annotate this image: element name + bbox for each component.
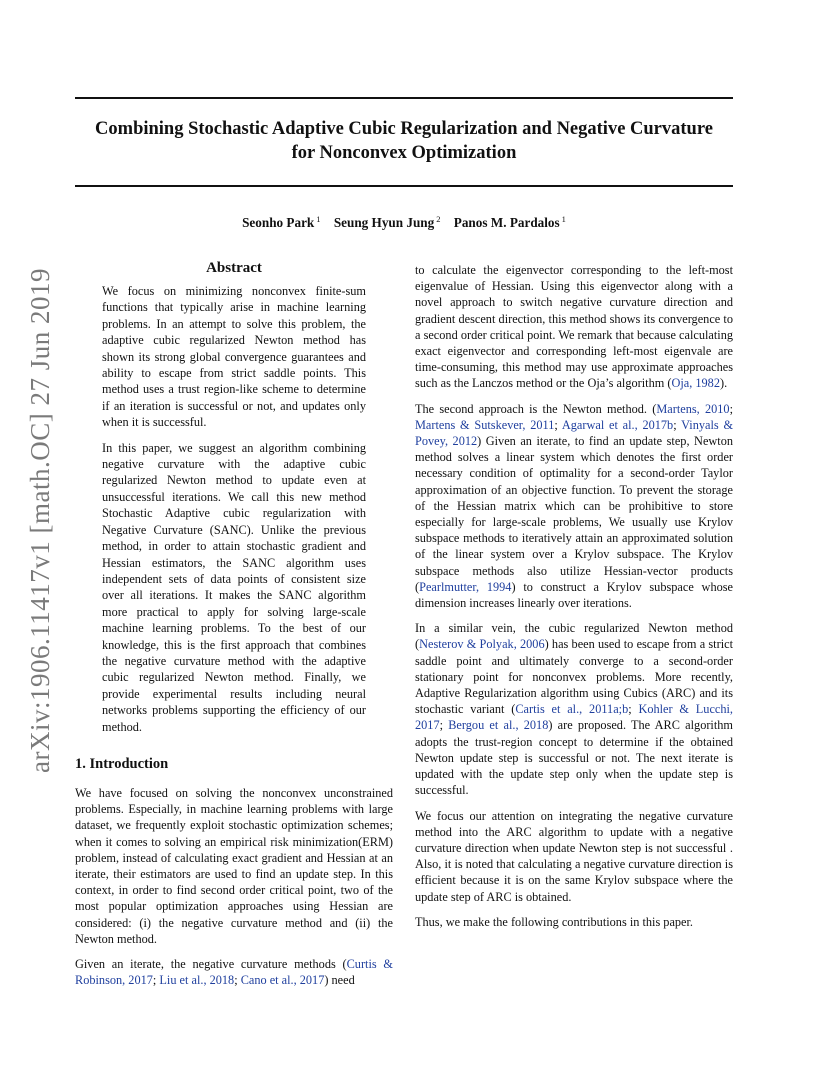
citation-link[interactable]: Cartis et al., 2011a;b [515,702,629,717]
citation-link[interactable]: Kohler & Lucchi, 2017 [415,702,733,733]
citation-link[interactable]: Cano et al., 2017 [240,973,325,988]
citation-link[interactable]: Agarwal et al., 2017b [561,417,674,432]
body-paragraph: The second approach is the Newton method. (Martens, 2010; Martens & Sutskever, 2011; Agarwal et al., 2017b; Vinyals & Povey, 2012) Given an iterate, to find an update step, Newton method solves a linear system which denotes the first order necessary condition of optimality for a second-order Taylor approximation of an objective function. To prevent the storage of the Hessian matrix which can be prohibitive to store especially for large-scale problems, We usually use Krylov subspace methods to iteratively attain an approximated solution of the linear system over a Krylov subspace. The Krylov subspace methods also utilize Hessian-vector products (Pearlmutter, 1994) to construct a Krylov subspace whose dimension increases linearly over iterations. [415,401,734,611]
body-paragraph: to calculate the eigenvector corresponding to the left-most eigenvalue of Hessian. Using this eigenvector along with a novel approach to switch negative curvature direction and gradient descent direction, this method shows its convergence to a second order critical point. We remark that because calculating exact eigenvector and corresponding left-most eigenvale are time-consuming, this method may use approximate approaches such as the Lanczos method or the Oja’s algorithm (Oja, 1982). [415,263,733,391]
left-column [75,260,393,997]
right-column [415,262,733,939]
author: Panos M. Pardalos $^1$ [453,214,566,230]
citation-link[interactable]: Nesterov & Polyak, 2006 [419,637,545,652]
author: Seung Hyun Jung $^2$ [333,214,441,230]
abstract-paragraph: We focus on minimizing nonconvex finite-sum functions that typically arise in machine learning problems. In an attempt to solve this problem, the adaptive cubic regularized Newton method has shown its strong global convergence guarantees and ability to escape from strict saddle points. This method uses a trust region-like scheme to determine if an iteration is successful or not, and updates only when it is successful. [102,284,366,430]
body-paragraph: Thus, we make the following contributions in this paper. [415,914,694,929]
citation-link[interactable]: Liu et al., 2018 [159,973,235,988]
title-line-1: Combining Stochastic Adaptive Cubic Regularization and Negative Curvature [95,119,713,139]
affiliation-mark: 1 [561,214,566,224]
paper-title [75,117,733,165]
title-rule-top [75,97,733,99]
section-heading: 1. Introduction [75,755,169,772]
body-paragraph: We have focused on solving the nonconvex unconstrained problems. Especially, in machine learning problems with large dataset, we frequently exploit stochastic optimization schemes; when it comes to solving an empirical risk minimization(ERM) problem, instead of calculating exact gradient and Hessian at an iterate, their estimators are used to find an update step. In this context, in order to find second order critical point, two of the most popular optimization approaches using Hessian are considered: (i) the negative curvature method and (ii) the Newton method. [75,785,393,946]
abstract-paragraph: In this paper, we suggest an algorithm combining negative curvature with the adaptive cubic regularized Newton method to update even at unsuccessful iterations. We call this new method Stochastic Adaptive cubic regularization with Negative Curvature (SANC). Unlike the previous method, in order to attain stochastic gradient and Hessian estimators, the SANC algorithm uses independent sets of data points of consistent size over all iterations. It makes the SANC algorithm more practical to apply for solving large-scale machine learning problems. To the best of our knowledge, this is the first approach that combines the negative curvature method with the adaptive cubic regularized Newton method. Finally, we provide experimental results including neural networks problems supporting the efficiency of our method. [102,440,366,734]
body-paragraph: We focus our attention on integrating the negative curvature method into the ARC algorithm to update with a negative curvature direction when update Newton step is not successful . Also, it is noted that calculating a negative curvature direction is efficient because it is on the same Krylov subspace where the update step of ARC is obtained. [415,808,733,904]
citation-link[interactable]: Curtis & Robinson, 2017 [75,957,393,988]
author: Seonho Park $^1$ [242,214,321,230]
title-line-2: for Nonconvex Optimization [291,143,517,163]
title-rule-bottom [75,185,733,187]
body-paragraph: Given an iterate, the negative curvature methods (Curtis & Robinson, 2017; Liu et al., 2018; Cano et al., 2017) need [75,957,393,988]
abstract-heading: Abstract [206,260,262,276]
author-list [75,214,733,231]
citation-link[interactable]: Martens & Sutskever, 2011 [415,417,555,432]
body-paragraph: In a similar vein, the cubic regularized Newton method (Nesterov & Polyak, 2006) has been used to escape from a strict saddle point and ultimately converge to a second-order stationary point for nonconvex problems. More recently, Adaptive Regularization algorithm using Cubics (ARC) and its stochastic variant (Cartis et al., 2011a;b; Kohler & Lucchi, 2017; Bergou et al., 2018) are proposed. The ARC algorithm adopts the trust-region concept to determine if the obtained Newton update step is successful or not. The next iterate is updated with the update step only when the update step is successful. [415,621,733,798]
arxiv-side-stamp: arXiv:1906.11417v1 [math.OC] 27 Jun 2019 [24,267,55,773]
citation-link[interactable]: Oja, 1982 [671,376,720,391]
abstract [75,260,393,735]
citation-link[interactable]: Pearlmutter, 1994 [419,579,512,594]
citation-link[interactable]: Vinyals & Povey, 2012 [415,417,734,449]
affiliation-mark: 1 [316,214,321,224]
affiliation-mark: 2 [436,214,441,224]
citation-link[interactable]: Martens, 2010 [656,401,730,416]
citation-link[interactable]: Bergou et al., 2018 [448,718,549,733]
